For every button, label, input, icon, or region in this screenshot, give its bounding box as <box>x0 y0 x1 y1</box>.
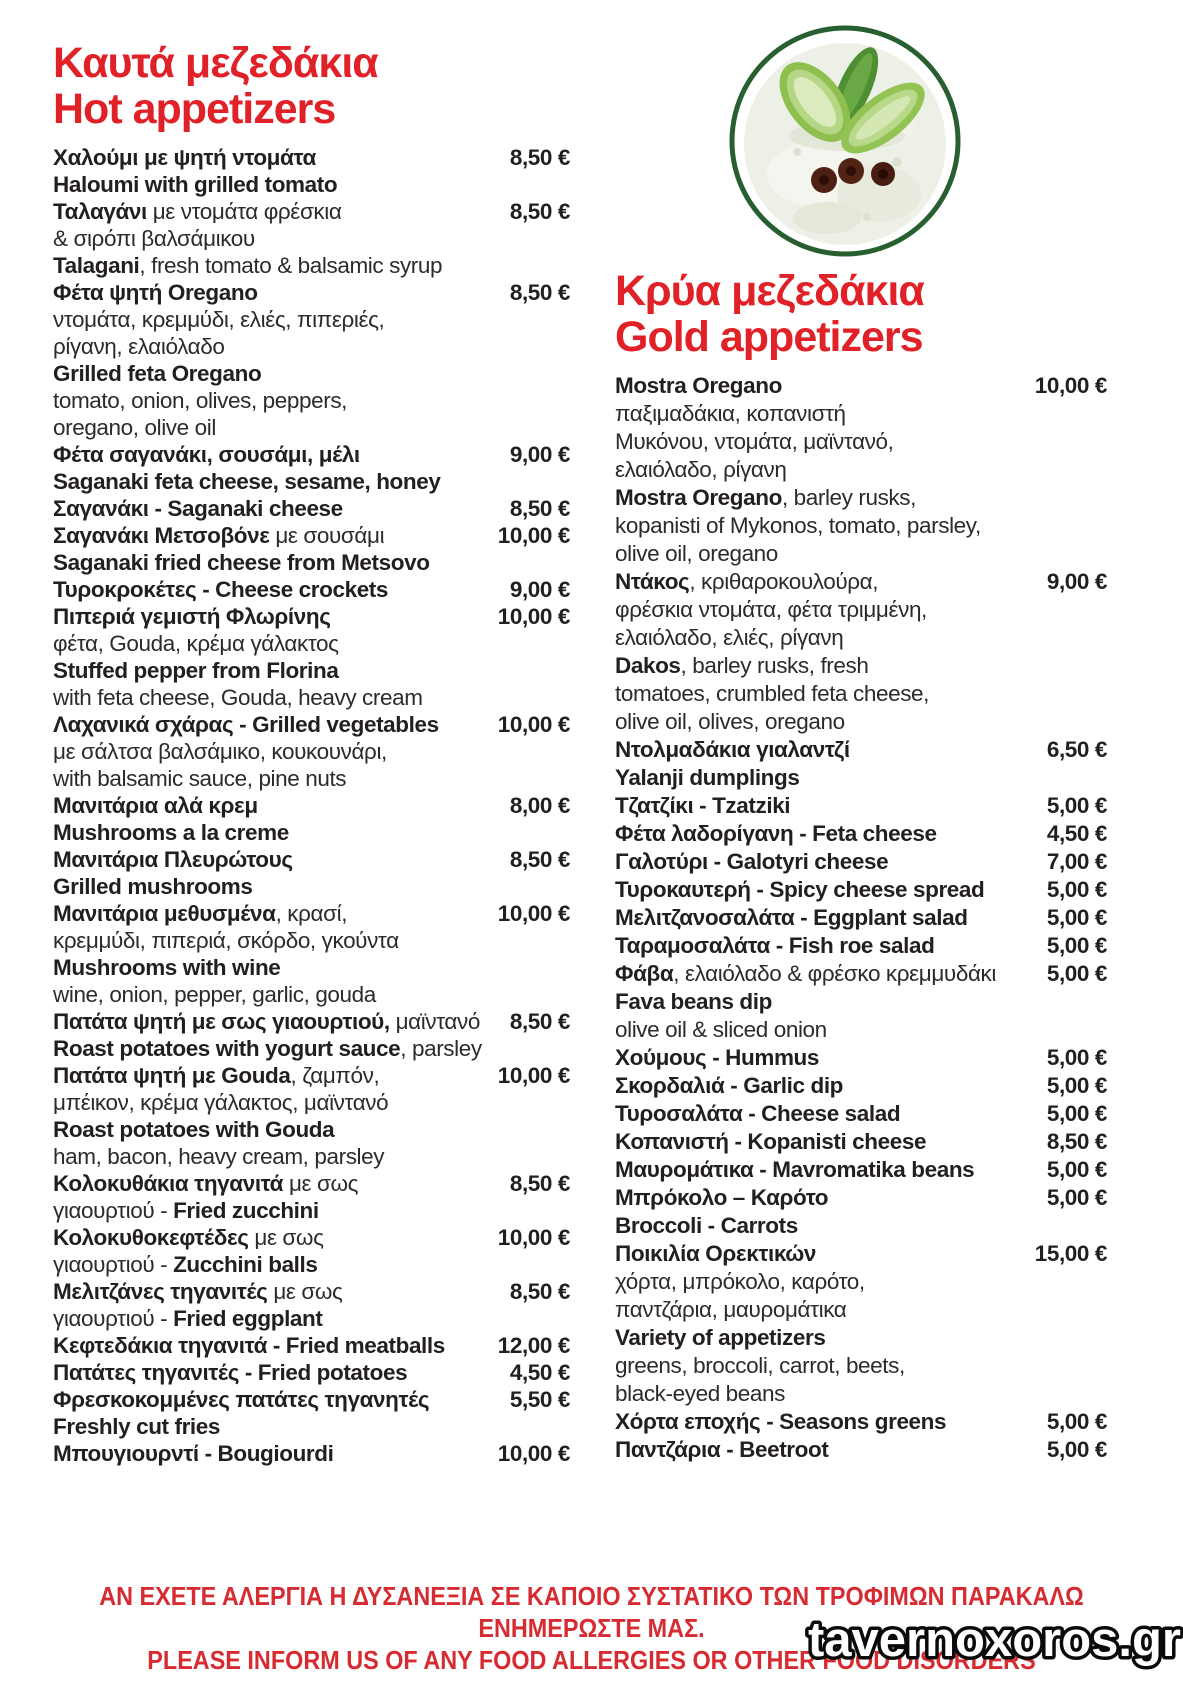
price: 7,00 € <box>1046 849 1107 874</box>
menu-line <box>615 456 1137 484</box>
price: 5,00 € <box>1046 961 1107 986</box>
menu-line <box>53 1143 570 1170</box>
menu-line <box>53 522 570 549</box>
menu-line-text: Λαχανικά σχάρας - Grilled vegetables <box>53 712 439 737</box>
menu-line <box>53 630 570 657</box>
menu-line <box>615 792 1137 820</box>
menu-line-text: Χούμους - Hummus <box>615 1045 820 1070</box>
menu-line <box>615 1100 1137 1128</box>
menu-line-text: Ντάκος, κριθαροκουλούρα, <box>615 569 879 594</box>
price: 8,50 € <box>509 199 570 224</box>
menu-line <box>53 1089 570 1116</box>
price: 9,00 € <box>1046 569 1107 594</box>
menu-line-text: black-eyed beans <box>615 1381 785 1406</box>
menu-line <box>53 198 570 225</box>
menu-line-text: olive oil, olives, oregano <box>615 709 845 734</box>
menu-line-text: ντομάτα, κρεμμύδι, ελιές, πιπεριές, <box>53 307 385 332</box>
menu-line <box>53 441 570 468</box>
menu-line <box>53 657 570 684</box>
menu-line-text: Πιπεριά γεμιστή Φλωρίνης <box>53 604 331 629</box>
menu-line <box>615 484 1137 512</box>
menu-line <box>53 279 570 306</box>
price: 10,00 € <box>497 712 570 737</box>
menu-line-text: Πατάτα ψητή με Gouda, ζαμπόν, <box>53 1063 380 1088</box>
menu-line-text: Πατάτες τηγανιτές - Fried potatoes <box>53 1360 408 1385</box>
price: 8,50 € <box>1046 1129 1107 1154</box>
menu-line <box>53 414 570 441</box>
menu-line <box>615 932 1137 960</box>
menu-line-text: with balsamic sauce, pine nuts <box>53 766 347 791</box>
menu-line <box>53 819 570 846</box>
menu-line <box>615 680 1137 708</box>
price: 8,50 € <box>509 847 570 872</box>
menu-line-text: ham, bacon, heavy cream, parsley <box>53 1144 385 1169</box>
price: 10,00 € <box>497 901 570 926</box>
menu-line-text: Κοπανιστή - Kopanisti cheese <box>615 1129 927 1154</box>
svg-text:tavernoxoros.gr: tavernoxoros.gr <box>807 1613 1181 1667</box>
section-title-gr: Καυτά μεζεδάκια <box>53 39 378 87</box>
menu-line-text: with feta cheese, Gouda, heavy cream <box>53 685 423 710</box>
price: 5,00 € <box>1046 1073 1107 1098</box>
section-title-gr: Κρύα μεζεδάκια <box>615 267 924 315</box>
menu-line <box>615 764 1137 792</box>
menu-line-text: Μανιτάρια Πλευρώτους <box>53 847 293 872</box>
menu-line-text: Γαλοτύρι - Galotyri cheese <box>615 849 889 874</box>
menu-line-text: φέτα, Gouda, κρέμα γάλακτος <box>53 631 339 656</box>
menu-line-text: χόρτα, μπρόκολο, καρότο, <box>615 1269 865 1294</box>
menu-line-text: Μελιτζανοσαλάτα - Eggplant salad <box>615 905 968 930</box>
menu-line-text: Φάβα, ελαιόλαδο & φρέσκο κρεμμυδάκι <box>615 961 997 986</box>
menu-line <box>615 400 1137 428</box>
menu-line-text: Φέτα λαδορίγανη - Feta cheese <box>615 821 937 846</box>
menu-line <box>53 171 570 198</box>
menu-line-text: oregano, olive oil <box>53 415 216 440</box>
price: 5,00 € <box>1046 1101 1107 1126</box>
menu-line <box>53 252 570 279</box>
menu-line-text: με σάλτσα βαλσάμικο, κουκουνάρι, <box>53 739 387 764</box>
menu-line-text: ελαιόλαδο, ρίγανη <box>615 457 787 482</box>
menu-line <box>615 820 1137 848</box>
menu-line <box>615 1212 1137 1240</box>
menu-line <box>53 1062 570 1089</box>
menu-line-text: Φέτα σαγανάκι, σουσάμι, μέλι <box>53 442 360 467</box>
menu-line-text: Παντζάρια - Beetroot <box>615 1437 829 1462</box>
menu-line <box>615 1408 1137 1436</box>
tzatziki-photo <box>727 22 963 260</box>
menu-line <box>53 576 570 603</box>
menu-line-text: γιαουρτιού - Fried eggplant <box>53 1306 323 1331</box>
menu-line <box>615 988 1137 1016</box>
price: 6,50 € <box>1046 737 1107 762</box>
cold-appetizers-title <box>615 268 1137 360</box>
menu-line <box>615 1296 1137 1324</box>
price: 5,00 € <box>1046 933 1107 958</box>
price: 10,00 € <box>497 1441 570 1466</box>
price: 4,50 € <box>509 1360 570 1385</box>
menu-line-text: Ντολμαδάκια γιαλαντζί <box>615 737 850 762</box>
menu-line-text: γιαουρτιού - Zucchini balls <box>53 1252 318 1277</box>
menu-line <box>615 624 1137 652</box>
menu-line <box>615 960 1137 988</box>
menu-line <box>53 792 570 819</box>
menu-line <box>53 1386 570 1413</box>
menu-line <box>53 846 570 873</box>
price: 5,00 € <box>1046 1409 1107 1434</box>
price: 5,00 € <box>1046 1157 1107 1182</box>
menu-line-text: Broccoli - Carrots <box>615 1213 798 1238</box>
allergy-notice-gr: ΑΝ ΕΧΕΤΕ ΑΛΕΡΓΙΑ Η ΔΥΣΑΝΕΞΙΑ ΣΕ ΚΑΠΟΙΟ ΣΥΣΤΑΤΙΚΟ ΤΩΝ ΤΡΟΦΙΜΩΝ ΠΑΡΑΚΑΛΩ ΕΝΗΜΕΡΩΣΤΕ ΜΑΣ. <box>99 1581 1084 1643</box>
price: 8,50 € <box>509 145 570 170</box>
menu-line-text: tomatoes, crumbled feta cheese, <box>615 681 930 706</box>
menu-line <box>615 876 1137 904</box>
menu-line <box>53 603 570 630</box>
menu-line <box>53 1251 570 1278</box>
hot-appetizers-column <box>53 40 570 1467</box>
menu-line-text: Roast potatoes with yogurt sauce, parsley <box>53 1036 482 1061</box>
menu-line-text: olive oil, oregano <box>615 541 778 566</box>
menu-line-text: Mostra Oregano <box>615 373 782 398</box>
menu-line-text: Φρεσκοκομμένες πατάτες τηγανητές <box>53 1387 430 1412</box>
menu-line <box>615 1240 1137 1268</box>
allergy-notice-en: PLEASE INFORM US OF ANY FOOD ALLERGIES OR OTHER FOOD DISORDERS <box>147 1645 1036 1675</box>
menu-line-text: κρεμμύδι, πιπεριά, σκόρδο, γκούντα <box>53 928 399 953</box>
cold-appetizers-column <box>615 268 1137 1464</box>
menu-line <box>615 1268 1137 1296</box>
cold-appetizers-items <box>615 372 1137 1464</box>
section-title-en: Hot appetizers <box>53 85 336 133</box>
menu-line-text: ελαιόλαδο, ελιές, ρίγανη <box>615 625 844 650</box>
menu-line-text: Ποικιλία Ορεκτικών <box>615 1241 816 1266</box>
menu-line-text: Mostra Oregano, barley rusks, <box>615 485 916 510</box>
price: 10,00 € <box>497 523 570 548</box>
menu-line-text: Yalanji dumplings <box>615 765 800 790</box>
menu-line-text: Πατάτα ψητή με σως γιαουρτιού, μαϊντανό <box>53 1009 480 1034</box>
menu-line-text: Grilled feta Oregano <box>53 361 262 386</box>
menu-line <box>615 372 1137 400</box>
price: 8,50 € <box>509 1171 570 1196</box>
section-title-en: Gold appetizers <box>615 313 923 361</box>
menu-line-text: Κολοκυθάκια τηγανιτά με σως <box>53 1171 359 1196</box>
menu-line <box>53 711 570 738</box>
menu-line <box>53 1008 570 1035</box>
price: 4,50 € <box>1046 821 1107 846</box>
menu-line <box>53 468 570 495</box>
menu-line-text: Saganaki fried cheese from Metsovo <box>53 550 430 575</box>
menu-line-text: Τυροσαλάτα - Cheese salad <box>615 1101 901 1126</box>
price: 5,00 € <box>1046 1045 1107 1070</box>
menu-line-text: Σαγανάκι - Saganaki cheese <box>53 496 343 521</box>
menu-line <box>53 1332 570 1359</box>
menu-line <box>53 765 570 792</box>
menu-line-text: Σαγανάκι Μετσοβόνε με σουσάμι <box>53 523 385 548</box>
menu-line <box>53 144 570 171</box>
menu-line-text: Μανιτάρια αλά κρεμ <box>53 793 258 818</box>
menu-line <box>615 904 1137 932</box>
menu-line <box>615 428 1137 456</box>
menu-line <box>53 1413 570 1440</box>
menu-line-text: Roast potatoes with Gouda <box>53 1117 335 1142</box>
menu-line-text: Stuffed pepper from Florina <box>53 658 339 683</box>
menu-line-text: Χαλούμι με ψητή ντομάτα <box>53 145 316 170</box>
price: 5,00 € <box>1046 793 1107 818</box>
price: 5,00 € <box>1046 905 1107 930</box>
menu-line-text: Ταλαγάνι με ντομάτα φρέσκια <box>53 199 342 224</box>
menu-line-text: Κολοκυθοκεφτέδες με σως <box>53 1225 324 1250</box>
menu-line-text: Μελιτζάνες τηγανιτές με σως <box>53 1279 343 1304</box>
price: 8,50 € <box>509 1279 570 1304</box>
menu-line <box>53 684 570 711</box>
menu-line <box>615 1324 1137 1352</box>
menu-line-text: Σκορδαλιά - Garlic dip <box>615 1073 844 1098</box>
menu-line-text: Τυροκροκέτες - Cheese crockets <box>53 577 389 602</box>
menu-line <box>53 1035 570 1062</box>
menu-line-text: wine, onion, pepper, garlic, gouda <box>53 982 376 1007</box>
price: 8,50 € <box>509 1009 570 1034</box>
menu-line <box>615 1044 1137 1072</box>
price: 5,00 € <box>1046 877 1107 902</box>
menu-line <box>615 1380 1137 1408</box>
menu-line-text: φρέσκια ντομάτα, φέτα τριμμένη, <box>615 597 927 622</box>
price: 8,50 € <box>509 280 570 305</box>
menu-line-text: Talagani, fresh tomato & balsamic syrup <box>53 253 443 278</box>
menu-line-text: παξιμαδάκια, κοπανιστή <box>615 401 846 426</box>
menu-line <box>53 927 570 954</box>
menu-line <box>615 1156 1137 1184</box>
menu-line-text: Φέτα ψητή Oregano <box>53 280 258 305</box>
menu-line <box>615 512 1137 540</box>
menu-line-text: Grilled mushrooms <box>53 874 253 899</box>
menu-line <box>53 1224 570 1251</box>
price: 5,00 € <box>1046 1185 1107 1210</box>
menu-line-text: Μπρόκολο – Καρότο <box>615 1185 829 1210</box>
menu-line-text: olive oil & sliced onion <box>615 1017 827 1042</box>
price: 10,00 € <box>497 1063 570 1088</box>
menu-line <box>53 1278 570 1305</box>
menu-line <box>615 708 1137 736</box>
price: 15,00 € <box>1034 1241 1107 1266</box>
menu-line <box>615 596 1137 624</box>
price: 10,00 € <box>497 604 570 629</box>
menu-line <box>53 873 570 900</box>
menu-line <box>53 1170 570 1197</box>
menu-line-text: παντζάρια, μαυρομάτικα <box>615 1297 847 1322</box>
price: 9,00 € <box>509 577 570 602</box>
menu-line <box>53 1116 570 1143</box>
menu-line-text: ρίγανη, ελαιόλαδο <box>53 334 225 359</box>
menu-line-text: kopanisti of Mykonos, tomato, parsley, <box>615 513 981 538</box>
menu-line-text: Μανιτάρια μεθυσμένα, κρασί, <box>53 901 348 926</box>
menu-line <box>615 540 1137 568</box>
menu-line <box>53 333 570 360</box>
price: 10,00 € <box>497 1225 570 1250</box>
menu-line <box>53 981 570 1008</box>
menu-line <box>53 1197 570 1224</box>
menu-line <box>53 306 570 333</box>
menu-line <box>53 1305 570 1332</box>
menu-line-text: Τυροκαυτερή - Spicy cheese spread <box>615 877 985 902</box>
menu-line <box>615 1016 1137 1044</box>
menu-line <box>615 1184 1137 1212</box>
menu-line-text: Κεφτεδάκια τηγανιτά - Fried meatballs <box>53 1333 445 1358</box>
menu-line-text: Haloumi with grilled tomato <box>53 172 338 197</box>
menu-line-text: Μυκόνου, ντομάτα, μαϊντανό, <box>615 429 894 454</box>
menu-line-text: Freshly cut fries <box>53 1414 221 1439</box>
menu-line <box>615 1352 1137 1380</box>
menu-line <box>615 1128 1137 1156</box>
menu-line <box>53 495 570 522</box>
menu-line <box>615 568 1137 596</box>
menu-line <box>615 1072 1137 1100</box>
menu-line <box>53 387 570 414</box>
menu-line-text: & σιρόπι βαλσάμικου <box>53 226 255 251</box>
menu-line <box>53 900 570 927</box>
menu-line-text: Μαυρομάτικα - Mavromatika beans <box>615 1157 975 1182</box>
menu-line <box>615 652 1137 680</box>
price: 8,00 € <box>509 793 570 818</box>
menu-line <box>615 848 1137 876</box>
menu-line <box>615 1436 1137 1464</box>
menu-line-text: Mushrooms a la creme <box>53 820 289 845</box>
menu-line-text: γιαουρτιού - Fried zucchini <box>53 1198 319 1223</box>
menu-line-text: Μπουγιουρντί - Bougiourdi <box>53 1441 334 1466</box>
menu-line <box>53 549 570 576</box>
menu-line <box>53 225 570 252</box>
price: 8,50 € <box>509 496 570 521</box>
menu-line-text: Dakos, barley rusks, fresh <box>615 653 869 678</box>
price: 9,00 € <box>509 442 570 467</box>
tzatziki-bowl-image <box>727 22 963 260</box>
website-watermark <box>747 1604 1183 1681</box>
price: 10,00 € <box>1034 373 1107 398</box>
menu-line <box>615 736 1137 764</box>
price: 12,00 € <box>497 1333 570 1358</box>
hot-appetizers-items <box>53 144 570 1467</box>
menu-line <box>53 1359 570 1386</box>
menu-line <box>53 1440 570 1467</box>
menu-line <box>53 954 570 981</box>
menu-line-text: Mushrooms with wine <box>53 955 281 980</box>
price: 5,00 € <box>1046 1437 1107 1462</box>
menu-line-text: μπέικον, κρέμα γάλακτος, μαϊντανό <box>53 1090 389 1115</box>
menu-line <box>53 738 570 765</box>
menu-line-text: Variety of appetizers <box>615 1325 826 1350</box>
menu-line-text: Saganaki feta cheese, sesame, honey <box>53 469 441 494</box>
menu-line-text: Fava beans dip <box>615 989 772 1014</box>
menu-line-text: Τζατζίκι - Tzatziki <box>615 793 791 818</box>
menu-line-text: greens, broccoli, carrot, beets, <box>615 1353 905 1378</box>
price: 5,50 € <box>509 1387 570 1412</box>
menu-line <box>53 360 570 387</box>
hot-appetizers-title <box>53 40 570 132</box>
menu-line-text: Χόρτα εποχής - Seasons greens <box>615 1409 947 1434</box>
menu-line-text: tomato, onion, olives, peppers, <box>53 388 348 413</box>
menu-line-text: Ταραμοσαλάτα - Fish roe salad <box>615 933 935 958</box>
watermark-text-image <box>747 1604 1183 1676</box>
